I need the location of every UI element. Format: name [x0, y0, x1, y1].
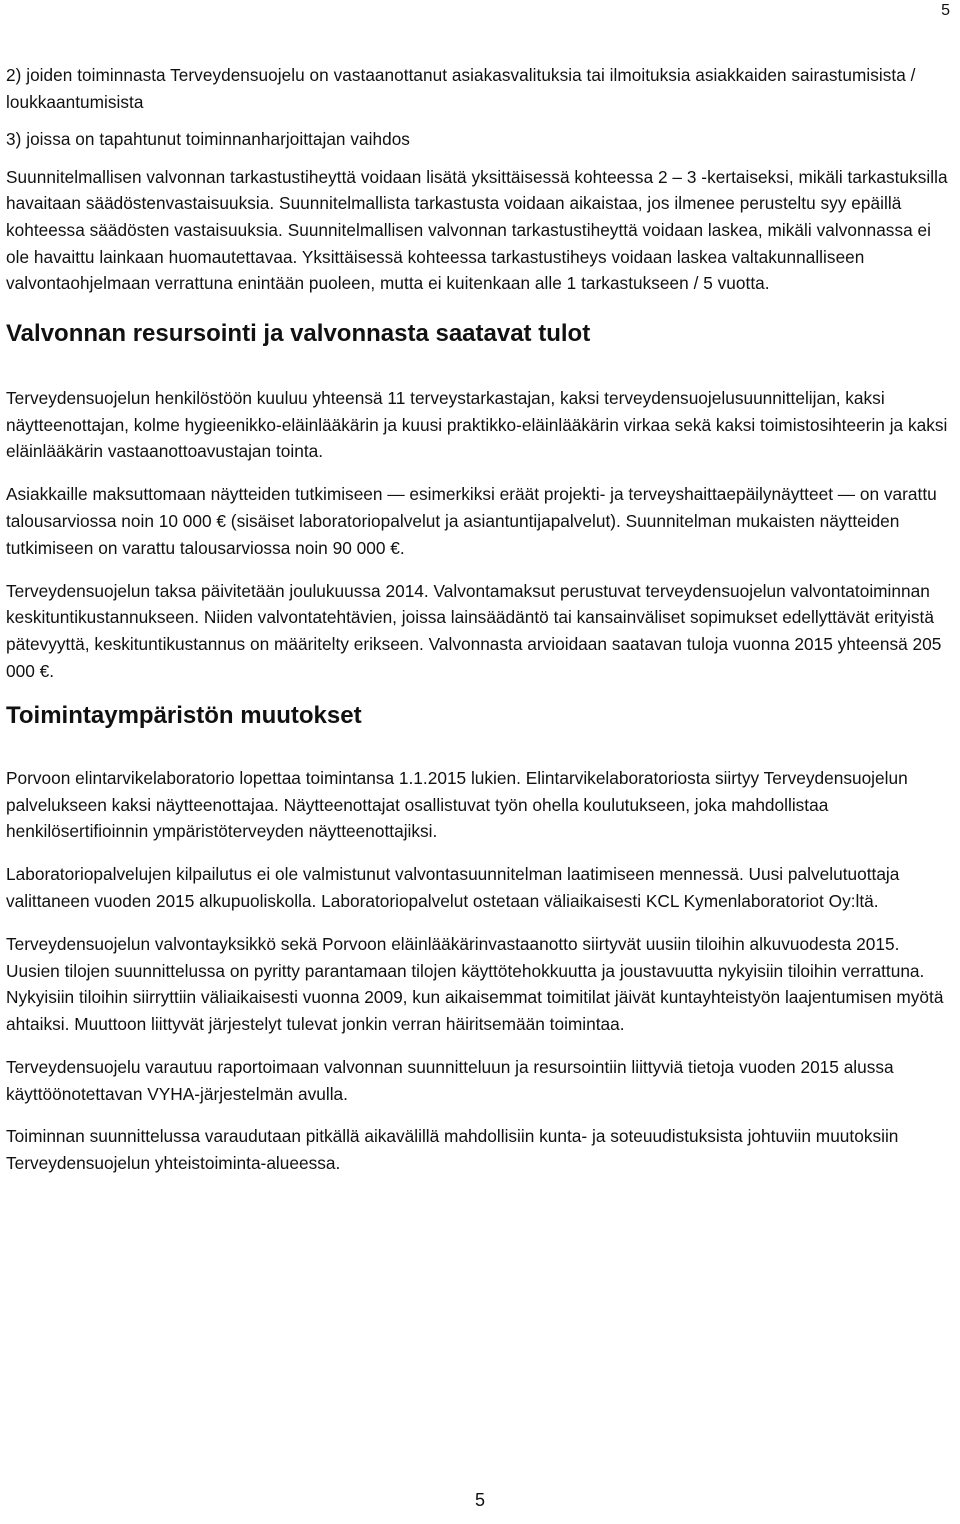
page-number-top: 5 — [941, 2, 950, 19]
document-body — [6, 62, 956, 1193]
paragraph-reporting: Terveydensuojelu varautuu raportoimaan valvonnan suunnitteluun ja resursointiin liittyviä tietoja vuoden 2015 alussa käyttöönotettavan VYHA-järjestelmän avulla. — [6, 1056, 894, 1104]
paragraph-frequency: Suunnitelmallisen valvonnan tarkastustiheyttä voidaan lisätä yksittäisessä kohteessa 2 – 3 -kertaiseksi, mikäli tarkastuksilla havaitaan säädöstenvastaisuuksia. Suunnitelmallista tarkastusta voidaan aikaistaa, jos ilmenee perusteltu syy epäillä kohteessa säädösten vastaisuuksia. Suunnitelmallisen valvonnan tarkastustiheyttä voidaan laskea, mikäli valvonnassa ei ole havaittu lainkaan huomautettavaa. Yksittäisessä kohteessa tarkastustiheys voidaan laskea valtakunnalliseen valvontaohjelmaan verrattuna enintään puoleen, mutta ei kuitenkaan alle 1 tarkastukseen / 5 vuotta. — [6, 166, 948, 294]
paragraph-staff: Terveydensuojelun henkilöstöön kuuluu yhteensä 11 terveystarkastajan, kaksi terveydensuojelusuunnittelijan, kaksi näytteenottajan, kolme hygieenikko-eläinlääkärin ja kuusi praktikko-eläinlääkärin virkaa sekä kaksi toimistosihteerin ja kaksi eläinlääkärin vastaanottoavustajan tointa. — [6, 387, 948, 462]
paragraph-lab: Porvoon elintarvikelaboratorio lopettaa toimintansa 1.1.2015 lukien. Elintarvikelaboratoriosta siirtyy Terveydensuojelun palvelukseen kaksi näytteenottajaa. Näytteenottajat osallistuvat työn ohella koulutukseen, joka mahdollistaa henkilösertifioinnin ympäristöterveyden näytteenottajiksi. — [6, 767, 908, 842]
paragraph-premises: Terveydensuojelun valvontayksikkö sekä Porvoon eläinlääkärinvastaanotto siirtyvät uusiin tiloihin alkuvuodesta 2015. Uusien tilojen suunnittelussa on pyritty parantamaan tilojen käyttötehokkuutta ja joustavuutta nykyisiin tiloihin verrattuna. Nykyisiin tiloihin siirryttiin väliaikaisesti vuonna 2009, kun aikaisemmat toimitilat jäivät kuntayhteistyön laajentumisen myötä ahtaiksi. Muuttoon liittyvät järjestelyt tulevat jonkin verran häiritsemään toimintaa. — [6, 933, 944, 1035]
paragraph-fees: Terveydensuojelun taksa päivitetään joulukuussa 2014. Valvontamaksut perustuvat terveydensuojelun valvontatoiminnan keskituntikustannukseen. Niiden valvontatehtävien, joissa lainsäädäntö tai kansainväliset sopimukset edellyttävät erityistä pätevyyttä, keskituntikustannus on määritelty erikseen. Valvonnasta arvioidaan saatavan tuloja vuonna 2015 yhteensä 205 000 €. — [6, 580, 942, 681]
paragraph-planning: Toiminnan suunnittelussa varaudutaan pitkällä aikavälillä mahdollisiin kunta- ja soteuudistuksista johtuviin muutoksiin Terveydensuojelun yhteistoiminta-alueessa. — [6, 1126, 899, 1174]
list-item-3: 3) joissa on tapahtunut toiminnanharjoittajan vaihdos — [6, 129, 410, 150]
heading-resources: Valvonnan resursointi ja valvonnasta saatavat tulot — [6, 319, 591, 347]
page-number-bottom: 5 — [474, 1490, 485, 1510]
paragraph-tender: Laboratoriopalvelujen kilpailutus ei ole valmistunut valvontasuunnitelman laatimiseen mennessä. Uusi palvelutuottaja valittaneen vuoden 2015 alkupuoliskolla. Laboratoriopalvelut ostetaan väliaikaisesti KCL Kymenlaboratoriot Oy:ltä. — [6, 864, 900, 911]
list-item-2: 2) joiden toiminnasta Terveydensuojelu on vastaanottanut asiakasvalituksia tai ilmoituksia asiakkaiden sairastumisista / loukkaantumisista — [6, 65, 916, 112]
paragraph-samples: Asiakkaille maksuttomaan näytteiden tutkimiseen — esimerkiksi eräät projekti- ja terveyshaittaepäilynäytteet — on varattu talousarviossa noin 10 000 € (sisäiset laboratoriopalvelut ja asiantuntijapalvelut). Suunnitelman mukaisten näytteiden tutkimiseen on varattu talousarviossa noin 90 000 €. — [6, 484, 937, 558]
heading-changes: Toimintaympäristön muutokset — [6, 701, 362, 729]
